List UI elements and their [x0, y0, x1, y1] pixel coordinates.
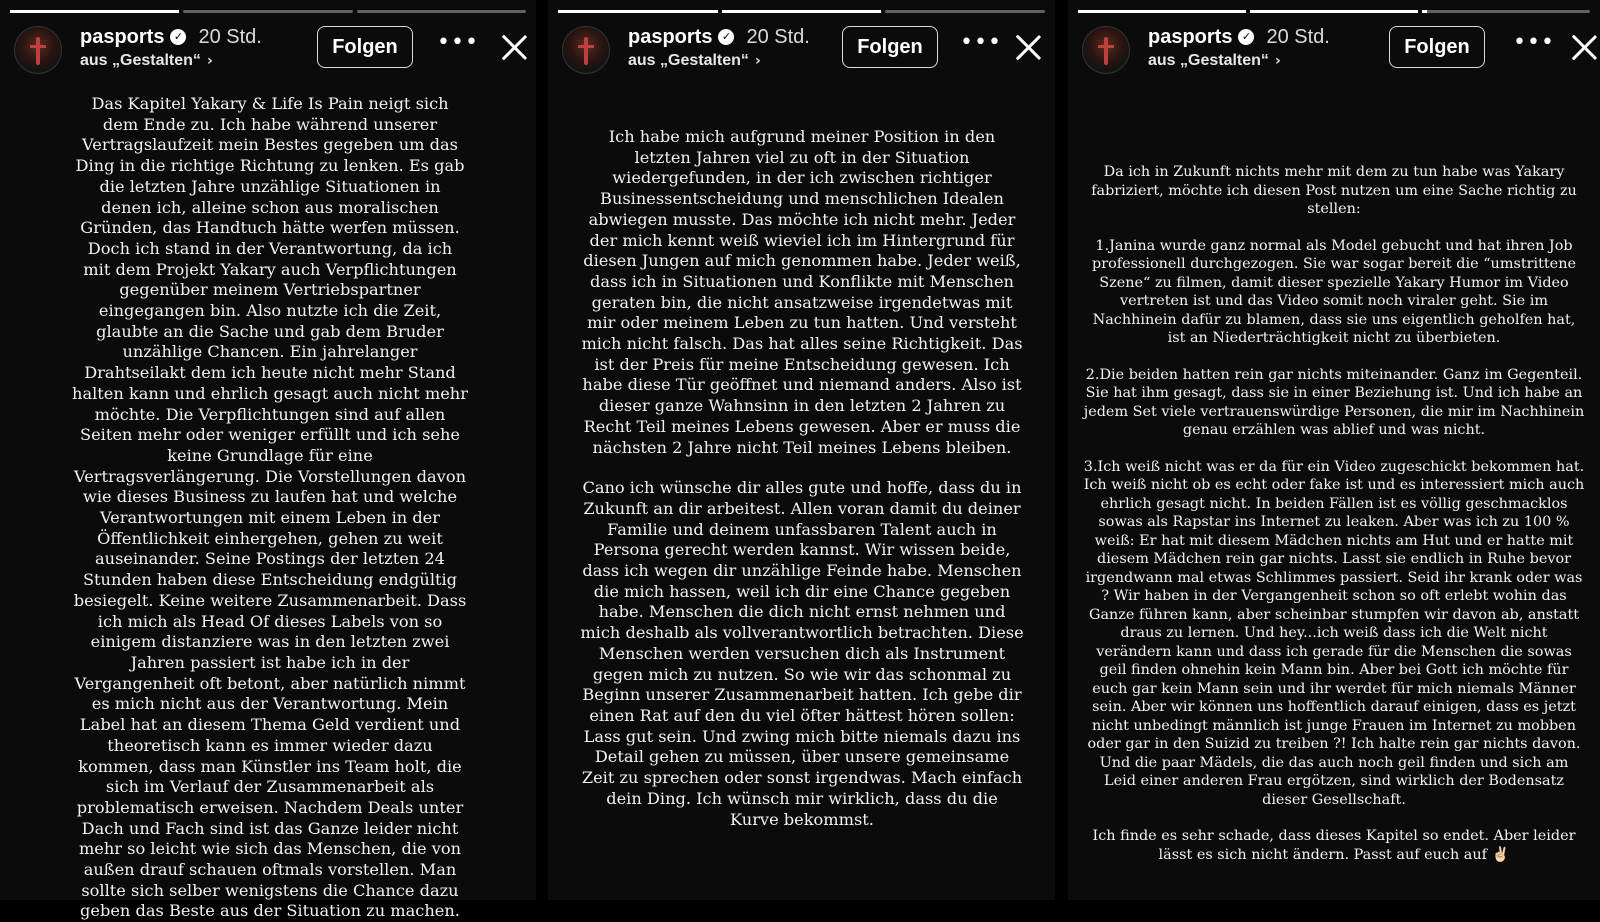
story-paragraph: Cano ich wünsche dir alles gute und hoffe, dass du in Zukunft an dir arbeitest. Allen voran damit du deiner Familie und deinem unfassbaren Talent auch in Persona gerecht werden kannst. Wir wissen beide, dass ich wegen dir unzählige Feinde habe. Menschen die mich hassen, weil ich dir eine Chance gegeben habe. Menschen die dich nicht ernst nehmen und mich deshalb als vollverantwortlich betrachten. Diese Menschen werden versuchen dich als Instrument gegen mich zu nutzen. So wie wir das schonmal zu Beginn unserer Zusammenarbeit hatten. Ich gebe dir einen Rat auf den du viel öfter hättest hören sollen: Lass gut sein. Und zwing mich bitte niemals dazu ins Detail gehen zu müssen, über unsere gemeinsame Zeit zu sprechen oder sonst irgendwas. Mach einfach dein Ding. Ich wünsch mir wirklich, dass du die Kurve bekommst.	[580, 478, 1024, 829]
story-progress-bar	[1078, 10, 1590, 13]
source-link[interactable]	[628, 52, 810, 70]
story-paragraph: Das Kapitel Yakary & Life Is Pain neigt sich dem Ende zu. Ich habe während unserer Vertragslaufzeit mein Bestes gegeben um das Ding in die richtige Richtung zu lenken. Es gab die letzten Jahre unzählige Situationen in denen ich, alleine schon aus moralischen Gründen, das Handtuch hätte werfen müssen. Doch ich stand in der Verantwortung, da ich mit dem Projekt Yakary auch Verpflichtungen gegenüber meinem Vertriebspartner eingegangen bin. Also nutzte ich die Zeit, glaubte an die Sache und gab dem Bruder unzählige Chancen. Ein jahrelanger Drahtseilakt dem ich heute nicht mehr Stand halten kann und ehrlich gesagt auch nicht mehr möchte. Die Verpflichtungen sind auf allen Seiten mehr oder weniger erfüllt und ich sehe keine Grundlage für eine Vertragsverlängerung. Die Vorstellungen davon wie dieses Business zu laufen hat und welche Verantwortungen mit einem Leben in der Öffentlichkeit einhergehen, gehen zu weit auseinander. Seine Postings der letzten 24 Stunden haben diese Entscheidung endgültig besiegelt. Keine weitere Zusammenarbeit. Dass ich mich als Head Of dieses Labels von so einigem distanziere was in den letzten zwei Jahren passiert ist habe ich in der Vergangenheit oft betont, aber natürlich nimmt es mich nicht aus der Verantwortung. Mein Label hat an diesem Thema Geld verdient und theoretisch kann es immer wieder dazu kommen, dass man Künstler ins Team holt, die sich im Verlauf der Zusammenarbeit als problematisch erweisen. Nachdem Deals unter Dach und Fach sind ist das Ganze leider nicht mehr so leicht wie sich das Menschen, die von außen drauf schauen oftmals vorstellen. Man sollte sich selber wenigstens die Chance dazu geben das Beste aus der Situation zu machen.	[72, 94, 468, 921]
story-text	[580, 127, 1024, 830]
chevron-right-icon: ›	[206, 53, 213, 69]
story-paragraph: Ich habe mich aufgrund meiner Position in den letzten Jahren viel zu oft in der Situation wiedergefunden, in der ich zwischen richtiger Businessentscheidung und menschlichen Idealen abwiegen musste. Das möchte ich nicht mehr. Jeder der mich kennt weiß wieviel ich im Hintergrund für diesen Jungen auf mich genommen habe. Jeder weiß, dass ich in Situationen und Konflikte mit Menschen geraten bin, die nicht ansatzweise irgendetwas mit mir oder meinem Leben zu tun hatten. Und versteht mich nicht falsch. Das hat alles seine Richtigkeit. Das ist der Preis für meine Entscheidung gewesen. Ich habe diese Tür geöffnet und niemand anders. Also ist dieser ganze Wahnsinn in den letzten 2 Jahren zu Recht Teil meines Lebens gewesen. Aber er muss die nächsten 2 Jahre nicht Teil meines Lebens bleiben.	[581, 127, 1023, 457]
progress-segment	[1250, 10, 1418, 13]
chevron-right-icon: ›	[754, 53, 761, 69]
post-time: 20 Std.	[198, 25, 262, 48]
progress-segment	[10, 10, 179, 13]
post-time: 20 Std.	[746, 25, 810, 48]
story-header	[1082, 22, 1590, 78]
more-options-icon[interactable]: •••	[960, 30, 1002, 55]
verified-badge-icon: ✓	[1238, 29, 1254, 45]
story-paragraph: Ich finde es sehr schade, dass dieses Kapitel so endet. Aber leider lässt es sich nicht ändern. Passt auf euch auf ✌🏻	[1092, 828, 1576, 863]
source-label: aus „Gestalten“	[1148, 52, 1269, 69]
source-label: aus „Gestalten“	[628, 52, 749, 69]
close-icon[interactable]	[499, 32, 529, 62]
avatar-image	[584, 37, 588, 65]
progress-segment	[357, 10, 526, 13]
user-block	[628, 24, 810, 70]
story-panel-2[interactable]	[548, 0, 1055, 900]
username[interactable]: pasports	[1148, 25, 1233, 48]
progress-segment	[558, 10, 718, 13]
chevron-right-icon: ›	[1274, 53, 1281, 69]
avatar[interactable]	[1082, 26, 1130, 74]
progress-segment	[722, 10, 882, 13]
progress-segment	[1078, 10, 1246, 13]
avatar[interactable]	[562, 26, 610, 74]
story-paragraph: 3.Ich weiß nicht was er da für ein Video zugeschickt bekommen hat. Ich weiß nicht ob es echt oder fake ist und es interessiert mich auch ehrlich gesagt nicht. In beiden Fällen ist es völlig geschmacklos sowas als Rapstar ins Internet zu leaken. Aber was ich zu 100 % weiß: Er hat mit diesem Mädchen nichts am Hut und er hatte mit diesem Mädchen rein gar nichts. Lasst sie endlich in Ruhe bevor irgendwann mal etwas Schlimmes passiert. Seid ihr krank oder was ? Wir haben in der Vergangenheit schon so oft erlebt wohin das Ganze führen kann, aber scheinbar stumpfen wir davon ab, anstatt draus zu lernen. Und hey...ich weiß dass ich die Welt nicht verändern kann und dass ich gerade für die Menschen die sowas geil finden ohnehin kein Mann bin. Aber bei Gott ich möchte für euch gar kein Mann sein und ihr werdet für mich niemals Männer sein. Aber wir können uns hoffentlich darauf einigen, dass es jetzt nicht unbedingt männlich ist junge Frauen im Internet zu mobben oder gar in den Suizid zu treiben ?! Ich halte rein gar nichts davon. Und die paar Mädels, die das auch noch geil finden und sich am Leid einer anderen Frau ergötzen, sind wirklich der Bodensatz dieser Gesellschaft.	[1083, 458, 1585, 808]
post-time: 20 Std.	[1266, 25, 1330, 48]
more-options-icon[interactable]: •••	[1513, 30, 1555, 55]
story-header	[562, 22, 1045, 78]
progress-segment	[1422, 10, 1590, 13]
progress-segment	[885, 10, 1045, 13]
username[interactable]: pasports	[628, 25, 713, 48]
avatar-image	[36, 37, 40, 65]
avatar-image	[1104, 37, 1108, 65]
follow-button[interactable]: Folgen	[317, 26, 413, 68]
source-link[interactable]	[80, 52, 262, 70]
source-link[interactable]	[1148, 52, 1330, 70]
story-paragraph: 2.Die beiden hatten rein gar nichts miteinander. Ganz im Gegenteil. Sie hat ihm gesagt, dass sie in einer Beziehung ist. Und ich habe an jedem Set viele vertrauenswürdige Personen, die mir im Nachhinein genau erzählen was ablief und was nicht.	[1083, 366, 1585, 438]
close-icon[interactable]	[1569, 32, 1599, 62]
user-block	[80, 24, 262, 70]
story-text	[72, 94, 468, 922]
follow-button[interactable]: Folgen	[1389, 26, 1485, 68]
verified-badge-icon: ✓	[170, 29, 186, 45]
user-block	[1148, 24, 1330, 70]
story-progress-bar	[558, 10, 1045, 13]
story-paragraph: Da ich in Zukunft nichts mehr mit dem zu tun habe was Yakary fabriziert, möchte ich diesen Post nutzen um eine Sache richtig zu stellen:	[1091, 164, 1577, 217]
source-label: aus „Gestalten“	[80, 52, 201, 69]
close-icon[interactable]	[1013, 32, 1043, 62]
story-paragraph: 1.Janina wurde ganz normal als Model gebucht und hat ihren Job professionell durchgezogen. Sie war sogar bereit die “umstrittene Szene“ zu filmen, damit dieser spezielle Yakary Humor im Video vertreten ist und das Video somit noch viraler geht. Sie im Nachhinein dafür zu blamen, dass sie uns eigentlich geholfen hat, ist an Niederträchtigkeit nicht zu überbieten.	[1092, 237, 1576, 346]
story-text	[1082, 163, 1586, 864]
verified-badge-icon: ✓	[718, 29, 734, 45]
username[interactable]: pasports	[80, 25, 165, 48]
story-progress-bar	[10, 10, 526, 13]
follow-button[interactable]: Folgen	[842, 26, 938, 68]
avatar[interactable]	[14, 26, 62, 74]
more-options-icon[interactable]: •••	[437, 30, 479, 55]
progress-segment	[183, 10, 352, 13]
story-panel-1[interactable]	[0, 0, 536, 921]
story-panel-3[interactable]	[1068, 0, 1600, 900]
story-header	[14, 22, 526, 78]
